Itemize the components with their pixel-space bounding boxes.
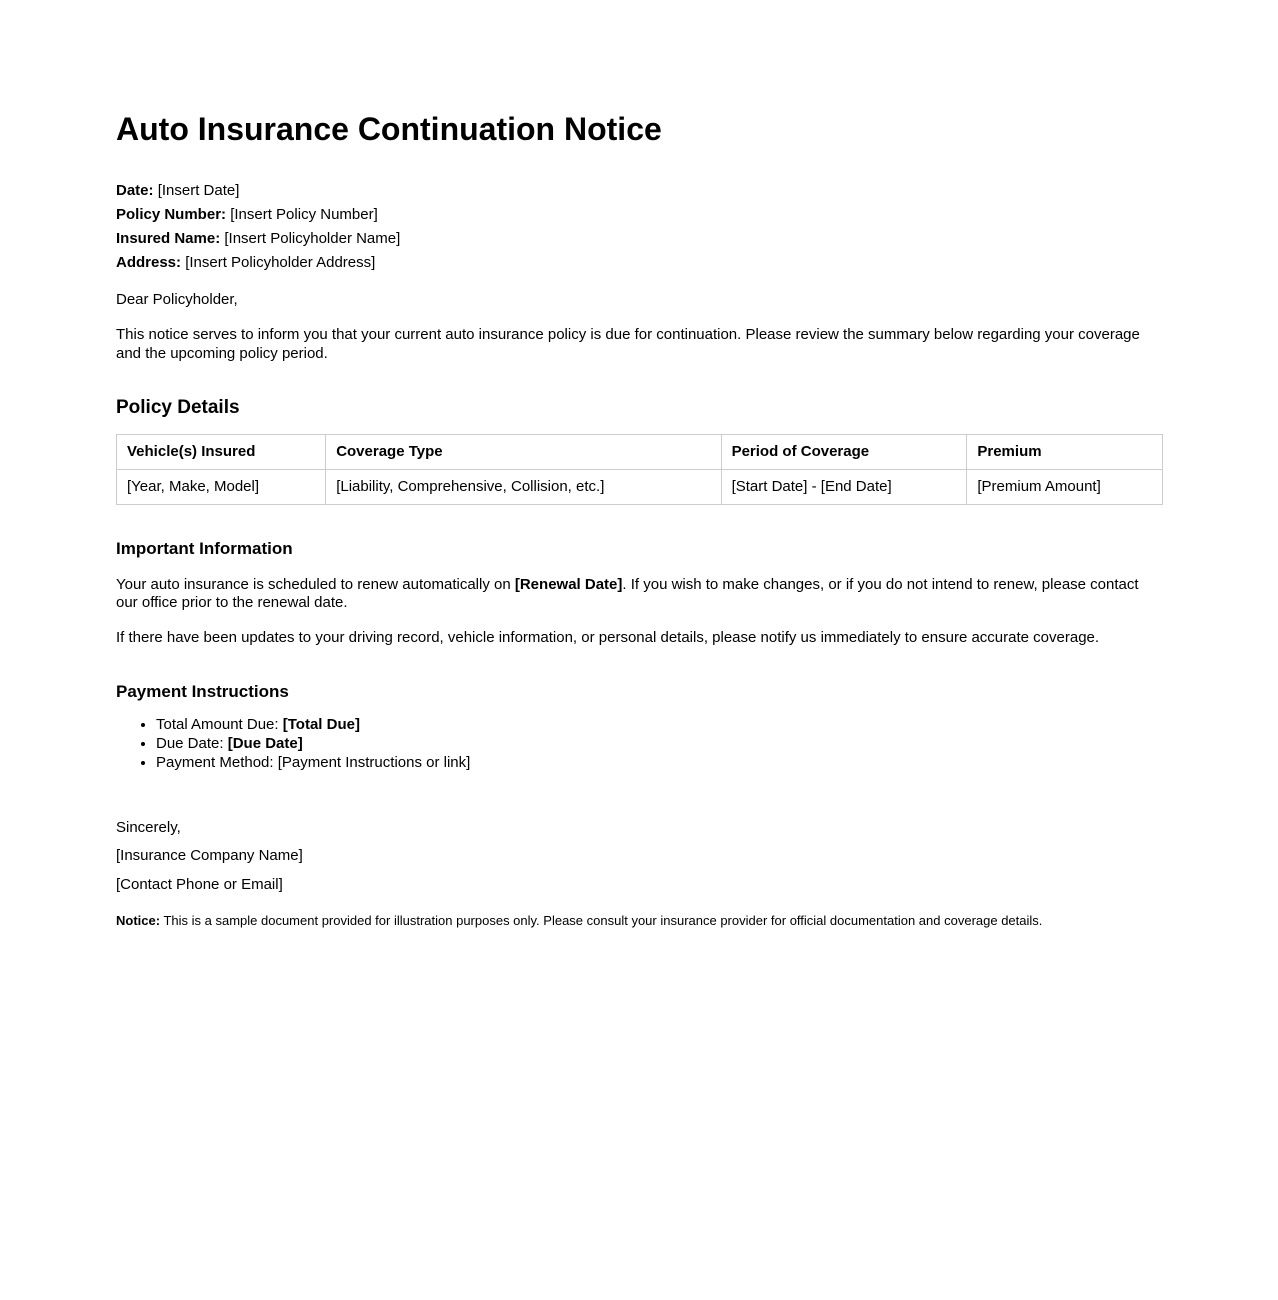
- meta-label: Insured Name:: [116, 230, 221, 248]
- list-item-text: Total Amount Due:: [156, 716, 283, 734]
- meta-label: Address:: [116, 254, 182, 272]
- total-due-placeholder: [Total Due]: [282, 716, 360, 734]
- renewal-text-after: . If you wish to make changes, or if you do not intend to renew, please contact our office prior to the renewal date.: [116, 575, 1139, 612]
- meta-line-policy-number: [116, 203, 1163, 227]
- meta-line-insured-name: [116, 227, 1163, 251]
- meta-line-address: [116, 251, 1163, 275]
- list-item-due-date: [156, 735, 1163, 754]
- payment-instructions-list: [116, 716, 1163, 772]
- due-date-placeholder: [Due Date]: [227, 735, 303, 753]
- list-item-text: Payment Method: [Payment Instructions or link]: [156, 753, 471, 771]
- table-cell-period: [Start Date] - [End Date]: [721, 470, 967, 505]
- meta-label: Date:: [116, 182, 154, 200]
- meta-value: [Insert Date]: [157, 182, 240, 200]
- table-cell-premium: [Premium Amount]: [967, 470, 1163, 505]
- table-header-period: Period of Coverage: [721, 435, 967, 470]
- closing-sincerely: Sincerely,: [116, 818, 181, 836]
- closing-contact: [Contact Phone or Email]: [116, 876, 283, 894]
- table-row: [117, 470, 1163, 505]
- section-heading-payment-instructions: Payment Instructions: [116, 681, 289, 701]
- salutation: Dear Policyholder,: [116, 291, 238, 309]
- notice-body: This is a sample document provided for illustration purposes only. Please consult your insurance provider for official documentation and coverage details.: [163, 912, 1043, 928]
- policy-details-table: [116, 434, 1163, 505]
- intro-paragraph: This notice serves to inform you that your current auto insurance policy is due for continuation. Please review the summary below regarding your coverage and the upcoming policy period.: [116, 325, 1140, 362]
- meta-line-date: [116, 179, 1163, 203]
- closing-company-name: [Insurance Company Name]: [116, 847, 303, 865]
- notice-label: Notice:: [116, 912, 161, 928]
- important-info-paragraph-2: If there have been updates to your driving record, vehicle information, or personal details, please notify us immediately to ensure accurate coverage.: [116, 629, 1100, 647]
- disclaimer-notice: [116, 913, 1163, 930]
- renewal-text-before: Your auto insurance is scheduled to renew automatically on: [116, 575, 515, 593]
- table-header-vehicles: Vehicle(s) Insured: [117, 435, 326, 470]
- table-header-coverage-type: Coverage Type: [326, 435, 721, 470]
- policy-meta-block: [116, 179, 1163, 275]
- meta-value: [Insert Policy Number]: [230, 206, 378, 224]
- list-item-payment-method: [156, 754, 1163, 773]
- meta-value: [Insert Policyholder Name]: [224, 230, 401, 248]
- list-item-text: Due Date:: [156, 735, 228, 753]
- table-header-premium: Premium: [967, 435, 1163, 470]
- table-header-row: [117, 435, 1163, 470]
- table-cell-vehicles: [Year, Make, Model]: [117, 470, 326, 505]
- list-item-total-due: [156, 716, 1163, 735]
- section-heading-important-information: Important Information: [116, 539, 293, 559]
- page-title: Auto Insurance Continuation Notice: [116, 111, 662, 147]
- section-heading-policy-details: Policy Details: [116, 397, 240, 419]
- table-cell-coverage-type: [Liability, Comprehensive, Collision, etc.]: [326, 470, 721, 505]
- renewal-date-placeholder: [Renewal Date]: [514, 575, 623, 593]
- important-info-paragraph-1: [116, 576, 1163, 614]
- meta-value: [Insert Policyholder Address]: [185, 254, 376, 272]
- meta-label: Policy Number:: [116, 206, 227, 224]
- closing-block: [116, 819, 1163, 895]
